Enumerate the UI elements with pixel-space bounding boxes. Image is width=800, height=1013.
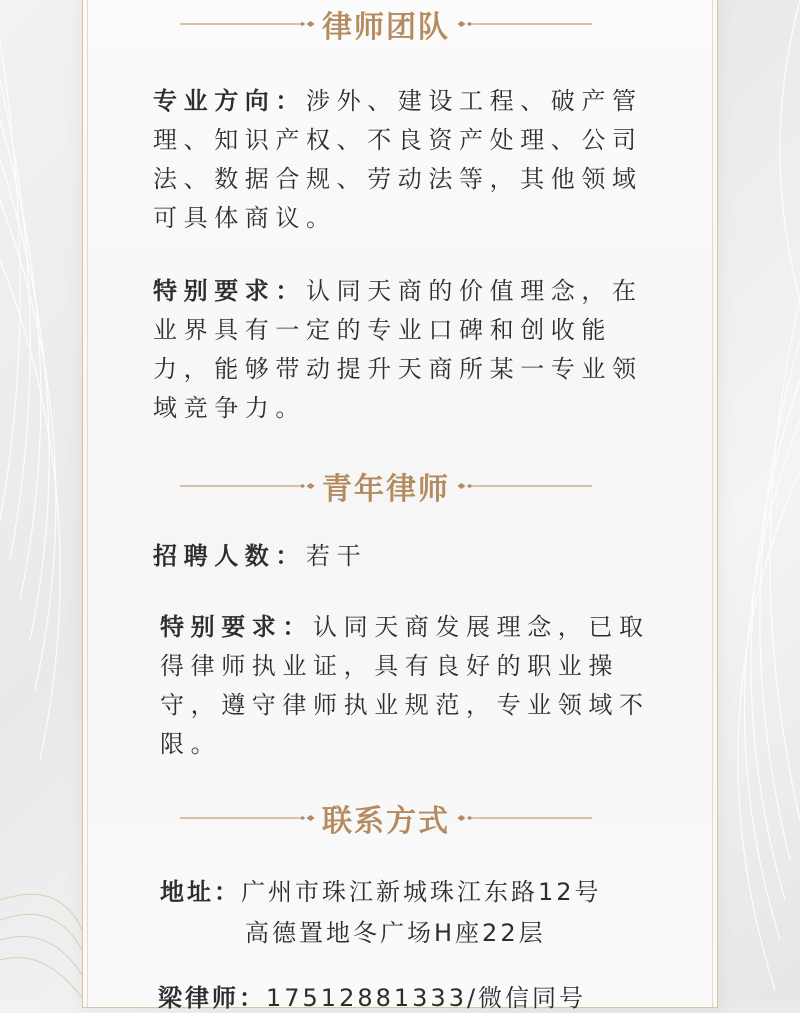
contact-address-line2: 高德置地冬广场H座22层 <box>245 919 546 947</box>
team-requirement-label: 特别要求： <box>153 277 306 305</box>
contact-person-label: 梁律师： <box>158 984 266 1012</box>
young-requirement-text: 认同天商发展理念，已取得律师执业证，具有良好的职业操守，遵守律师执业规范，专业领域不限。 <box>160 613 650 758</box>
contact-section-heading <box>180 796 592 840</box>
contact-address <box>160 872 602 907</box>
contact-address-line1: 广州市珠江新城珠江东路12号 <box>241 878 602 906</box>
contact-address-label: 地址： <box>160 878 241 906</box>
ornament-right-icon <box>456 18 592 30</box>
young-count-label: 招聘人数： <box>153 542 306 570</box>
ornament-right-icon <box>456 812 592 824</box>
team-direction-paragraph <box>153 82 653 238</box>
team-requirement-text: 认同天商的价值理念，在业界具有一定的专业口碑和创收能力，能够带动提升天商所某一专业领域竞争力。 <box>153 277 643 422</box>
young-section-heading <box>180 464 592 508</box>
team-requirement-paragraph <box>153 272 653 428</box>
team-section-heading <box>180 2 592 46</box>
young-count-text: 若干 <box>306 542 368 570</box>
young-count-paragraph <box>153 537 653 576</box>
young-section-title: 青年律师 <box>322 472 450 507</box>
young-requirement-paragraph <box>160 608 650 764</box>
team-direction-label: 专业方向： <box>153 87 306 115</box>
ornament-left-icon <box>180 812 316 824</box>
ornament-left-icon <box>180 480 316 492</box>
contact-section-title: 联系方式 <box>322 804 450 839</box>
young-requirement-label: 特别要求： <box>160 613 313 641</box>
ornament-right-icon <box>456 480 592 492</box>
team-direction-text: 涉外、建设工程、破产管理、知识产权、不良资产处理、公司法、数据合规、劳动法等，其他领域可具体商议。 <box>153 87 643 232</box>
team-section-title: 律师团队 <box>322 10 450 45</box>
contact-person <box>158 978 586 1013</box>
ornament-left-icon <box>180 18 316 30</box>
contact-person-text[interactable]: 17512881333/微信同号 <box>266 984 587 1012</box>
